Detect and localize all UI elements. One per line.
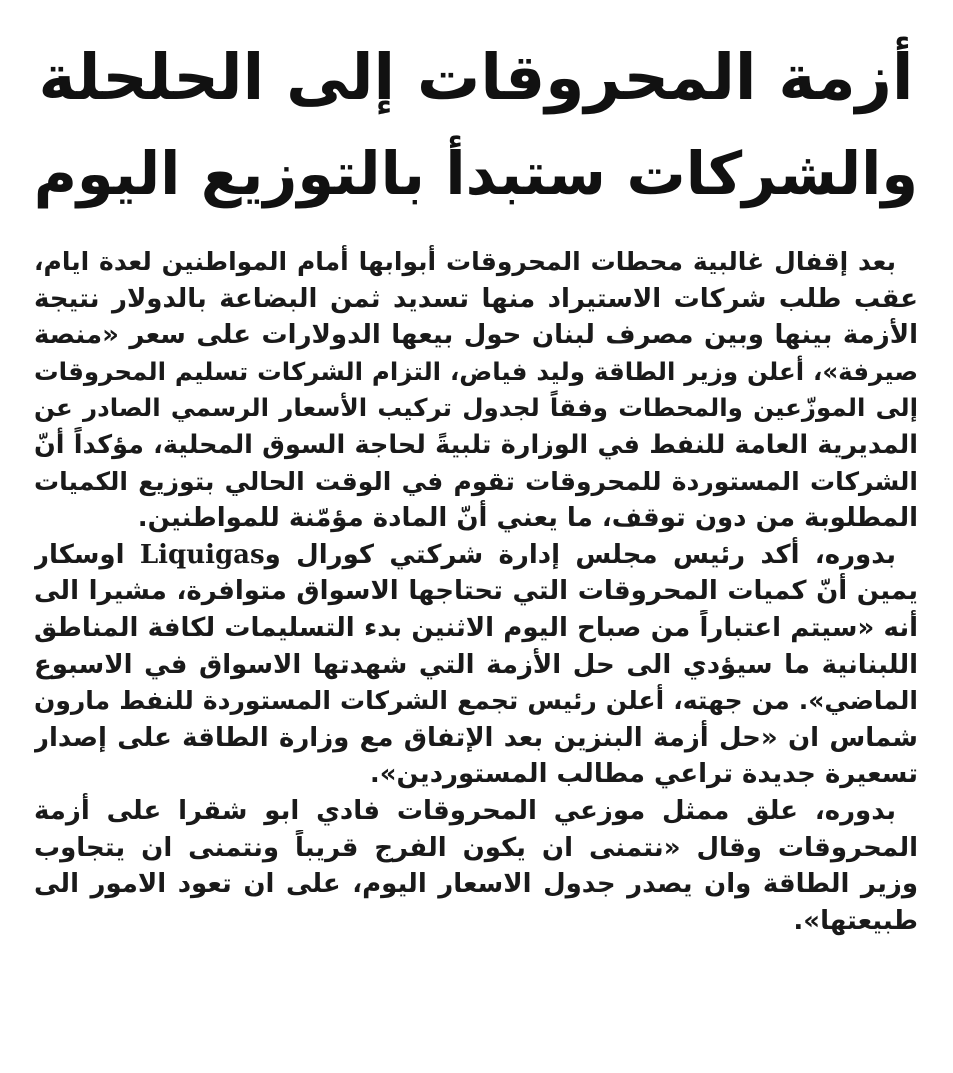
paragraph-line: عقب طلب شركات الاستيراد منها تسديد ثمن البضاعة بالدولار نتيجة — [34, 283, 918, 314]
paragraph-line: اللبنانية ما سيؤدي الى حل الأزمة التي شهدتها الاسواق في الاسبوع — [34, 649, 918, 680]
headline-line-2: والشركات ستبدأ بالتوزيع اليوم — [33, 139, 918, 208]
paragraph-line: صيرفة»، أعلن وزير الطاقة وليد فياض، التزام الشركات تسليم المحروقات — [34, 356, 918, 386]
paragraph-line: الأزمة بينها وبين مصرف لبنان حول بيعها الدولارات على سعر «منصة — [34, 320, 918, 351]
paragraph-line: يمين أنّ كميات المحروقات التي تحتاجها الاسواق متوافرة، مشيرا الى — [34, 576, 918, 607]
headline-line-1: أزمة المحروقات إلى الحلحلة — [38, 41, 914, 114]
article-headline — [34, 30, 918, 222]
article-body — [34, 244, 918, 939]
paragraph-line: طبيعتها». — [793, 905, 918, 936]
paragraph-line: المحروقات وقال «نتمنى ان يكون الفرج قريباً ونتمنى ان يتجاوب — [34, 832, 918, 863]
news-article — [34, 30, 918, 939]
paragraph-line: المديرية العامة للنفط في الوزارة تلبيةً لحاجة السوق المحلية، مؤكداً أنّ — [34, 429, 918, 460]
paragraph-line: بدوره، أكد رئيس مجلس إدارة شركتي كورال وLiquigas اوسكار — [34, 539, 896, 570]
paragraph-line: الشركات المستوردة للمحروقات تقوم في الوقت الحالي بتوزيع الكميات — [34, 466, 918, 496]
paragraph-line: الماضي». من جهته، أعلن رئيس تجمع الشركات المستوردة للنفط مارون — [34, 686, 918, 716]
paragraph-line: إلى الموزّعين والمحطات وفقاً لجدول تركيب الأسعار الرسمي الصادر عن — [34, 393, 918, 423]
paragraph-line: أنه «سيتم اعتباراً من صباح اليوم الاثنين بدء التسليمات لكافة المناطق — [34, 612, 918, 643]
paragraph-line: بعد إقفال غالبية محطات المحروقات أبوابها أمام المواطنين لعدة ايام، — [34, 247, 896, 276]
paragraph-line: وزير الطاقة وان يصدر جدول الاسعار اليوم، على ان تعود الامور الى — [34, 869, 918, 900]
paragraph-line: المطلوبة من دون توقف، ما يعني أنّ المادة مؤمّنة للمواطنين. — [137, 503, 918, 534]
paragraph-line: بدوره، علق ممثل موزعي المحروقات فادي ابو شقرا على أزمة — [34, 795, 896, 826]
brand-name: Liquigas — [139, 539, 265, 570]
paragraph-line: تسعيرة جديدة تراعي مطالب المستوردين». — [369, 759, 918, 790]
paragraph-line: شماس ان «حل أزمة البنزين بعد الإتفاق مع وزارة الطاقة على إصدار — [34, 722, 918, 753]
